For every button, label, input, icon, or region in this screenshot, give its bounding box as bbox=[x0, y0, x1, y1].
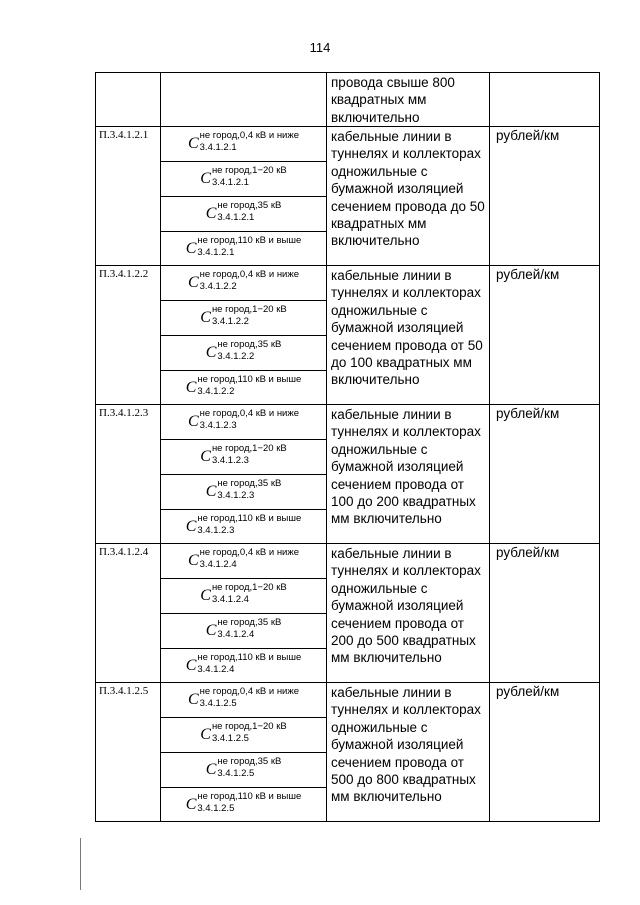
rate-symbol-subcell bbox=[161, 718, 326, 753]
table-row bbox=[96, 544, 600, 683]
rate-symbol-subscript: 3.4.1.2.2 bbox=[197, 385, 235, 397]
rate-symbol bbox=[185, 651, 302, 675]
rate-symbol bbox=[205, 339, 282, 362]
rate-symbol-superscript: не город,110 кВ и выше bbox=[197, 651, 302, 663]
rate-symbol bbox=[200, 582, 287, 605]
rate-symbol-subscript: 3.4.1.2.4 bbox=[217, 629, 255, 640]
rate-symbol-letter: C bbox=[187, 274, 199, 291]
rate-symbol-superscript: не город,110 кВ и выше bbox=[197, 234, 302, 246]
rate-symbol-letter: C bbox=[205, 205, 217, 222]
rate-symbol-superscript: не город,1−20 кВ bbox=[211, 582, 287, 593]
rate-symbol-subcell bbox=[161, 649, 326, 682]
rate-symbol-letter: C bbox=[187, 552, 199, 569]
rate-symbol-subcell bbox=[161, 336, 326, 371]
rate-symbol-superscript: не город,110 кВ и выше bbox=[197, 373, 302, 385]
rate-symbol-superscript: не город,0,4 кВ и ниже bbox=[199, 408, 300, 419]
rate-symbol bbox=[205, 756, 282, 779]
rate-symbol-subcell bbox=[161, 753, 326, 788]
rate-symbol bbox=[200, 304, 287, 327]
rate-symbol-letter: C bbox=[187, 691, 199, 708]
description-cell: кабельные линии в туннелях и коллекторах одножильные с бумажной изоляцией сечением провода от 200 до 500 квадратных мм включительно bbox=[327, 544, 490, 682]
rate-symbol bbox=[185, 512, 302, 536]
rate-symbol-subcell bbox=[161, 614, 326, 649]
rate-symbol bbox=[205, 617, 282, 640]
rate-symbol-letter: C bbox=[187, 135, 199, 152]
table-row bbox=[96, 127, 600, 266]
rate-symbol-letter: C bbox=[200, 309, 211, 326]
rate-symbol bbox=[187, 408, 300, 431]
rate-symbol-letter: C bbox=[185, 517, 197, 535]
rate-symbol-superscript: не город,0,4 кВ и ниже bbox=[199, 686, 300, 697]
rate-symbol bbox=[200, 443, 287, 466]
rate-symbol bbox=[205, 200, 282, 223]
rate-symbol-superscript: не город,0,4 кВ и ниже bbox=[199, 547, 300, 558]
rate-symbol-subscript: 3.4.1.2.5 bbox=[211, 733, 249, 744]
rate-symbol-subscript: 3.4.1.2.2 bbox=[199, 281, 237, 292]
rate-symbol-subcell bbox=[161, 475, 326, 510]
unit-cell bbox=[490, 73, 600, 126]
rate-symbol-subcell bbox=[161, 162, 326, 197]
rate-symbol-subcell bbox=[161, 197, 326, 232]
rate-symbol-superscript: не город,35 кВ bbox=[217, 617, 282, 628]
rate-symbol-superscript: не город,35 кВ bbox=[217, 339, 282, 350]
table-row-continuation bbox=[96, 73, 600, 127]
rate-symbol-subcell bbox=[161, 405, 326, 440]
rate-symbol-letter: C bbox=[187, 413, 199, 430]
rate-symbol-superscript: не город,1−20 кВ bbox=[211, 304, 287, 315]
symbol-cell bbox=[161, 544, 327, 682]
rate-symbol-letter: C bbox=[185, 239, 197, 257]
rate-symbol bbox=[185, 790, 302, 814]
code-cell: П.3.4.1.2.2 bbox=[96, 266, 161, 404]
rate-symbol bbox=[187, 269, 300, 292]
rate-symbol-superscript: не город,1−20 кВ bbox=[211, 443, 287, 454]
rate-symbol-subscript: 3.4.1.2.3 bbox=[199, 420, 237, 431]
rate-symbol-letter: C bbox=[200, 587, 211, 604]
code-cell: П.3.4.1.2.3 bbox=[96, 405, 161, 543]
rate-symbol-subcell bbox=[161, 440, 326, 475]
rate-symbol-superscript: не город,1−20 кВ bbox=[211, 165, 287, 176]
rate-symbol-letter: C bbox=[185, 795, 197, 813]
rate-symbol bbox=[187, 547, 300, 570]
rate-symbol-letter: C bbox=[200, 170, 211, 187]
rate-symbol-subscript: 3.4.1.2.3 bbox=[197, 524, 235, 536]
rate-symbol-subscript: 3.4.1.2.1 bbox=[199, 142, 237, 153]
unit-cell: рублей/км bbox=[490, 544, 600, 682]
rate-symbol-subscript: 3.4.1.2.4 bbox=[199, 559, 237, 570]
code-cell: П.3.4.1.2.5 bbox=[96, 683, 161, 821]
unit-cell: рублей/км bbox=[490, 405, 600, 543]
rate-symbol-subcell bbox=[161, 232, 326, 265]
description-cell: провода свыше 800 квадратных мм включительно bbox=[327, 73, 490, 126]
rate-symbol-superscript: не город,35 кВ bbox=[217, 200, 282, 211]
code-cell: П.3.4.1.2.1 bbox=[96, 127, 161, 265]
rate-symbol-superscript: не город,110 кВ и выше bbox=[197, 512, 302, 524]
rate-symbol-letter: C bbox=[200, 448, 211, 465]
rate-symbol-superscript: не город,0,4 кВ и ниже bbox=[199, 130, 300, 141]
description-cell: кабельные линии в туннелях и коллекторах одножильные с бумажной изоляцией сечением провода до 50 квадратных мм включительно bbox=[327, 127, 490, 265]
description-cell: кабельные линии в туннелях и коллекторах одножильные с бумажной изоляцией сечением провода от 500 до 800 квадратных мм включительно bbox=[327, 683, 490, 821]
rate-symbol-subscript: 3.4.1.2.2 bbox=[217, 351, 255, 362]
rates-table bbox=[95, 72, 600, 822]
margin-line bbox=[80, 838, 81, 890]
rate-symbol-superscript: не город,35 кВ bbox=[217, 478, 282, 489]
rate-symbol-subcell bbox=[161, 579, 326, 614]
rate-symbol-superscript: не город,110 кВ и выше bbox=[197, 790, 302, 802]
rate-symbol-subcell bbox=[161, 544, 326, 579]
rate-symbol bbox=[187, 130, 300, 153]
description-cell: кабельные линии в туннелях и коллекторах одножильные с бумажной изоляцией сечением провода от 100 до 200 квадратных мм включительно bbox=[327, 405, 490, 543]
table-row bbox=[96, 683, 600, 822]
symbol-cell bbox=[161, 127, 327, 265]
rate-symbol bbox=[187, 686, 300, 709]
rate-symbol bbox=[200, 165, 287, 188]
unit-cell: рублей/км bbox=[490, 683, 600, 821]
rate-symbol-subcell bbox=[161, 371, 326, 404]
code-cell bbox=[96, 73, 161, 126]
rate-symbol-superscript: не город,1−20 кВ bbox=[211, 721, 287, 732]
rate-symbol-letter: C bbox=[205, 761, 217, 778]
rate-symbol-superscript: не город,35 кВ bbox=[217, 756, 282, 767]
rate-symbol-letter: C bbox=[185, 656, 197, 674]
rate-symbol-subscript: 3.4.1.2.2 bbox=[211, 316, 249, 327]
table-row bbox=[96, 405, 600, 544]
rate-symbol-subscript: 3.4.1.2.3 bbox=[217, 490, 255, 501]
rate-symbol-letter: C bbox=[185, 378, 197, 396]
rate-symbol-subcell bbox=[161, 266, 326, 301]
rate-symbol-subcell bbox=[161, 683, 326, 718]
description-cell: кабельные линии в туннелях и коллекторах одножильные с бумажной изоляцией сечением провода от 50 до 100 квадратных мм включительно bbox=[327, 266, 490, 404]
page-number: 114 bbox=[309, 40, 331, 55]
symbol-cell bbox=[161, 266, 327, 404]
rate-symbol-letter: C bbox=[205, 344, 217, 361]
rate-symbol-letter: C bbox=[205, 483, 217, 500]
rate-symbol-subcell bbox=[161, 510, 326, 543]
rate-symbol-subscript: 3.4.1.2.1 bbox=[197, 246, 235, 258]
code-cell: П.3.4.1.2.4 bbox=[96, 544, 161, 682]
rate-symbol-subscript: 3.4.1.2.5 bbox=[197, 802, 235, 814]
symbol-cell bbox=[161, 73, 327, 126]
rate-symbol-letter: C bbox=[205, 622, 217, 639]
rate-symbol bbox=[185, 234, 302, 258]
unit-cell: рублей/км bbox=[490, 266, 600, 404]
rate-symbol bbox=[205, 478, 282, 501]
rate-symbol bbox=[185, 373, 302, 397]
unit-cell: рублей/км bbox=[490, 127, 600, 265]
rate-symbol-subcell bbox=[161, 127, 326, 162]
table-row bbox=[96, 266, 600, 405]
rate-symbol-subcell bbox=[161, 788, 326, 821]
symbol-cell bbox=[161, 683, 327, 821]
rate-symbol-subscript: 3.4.1.2.1 bbox=[211, 177, 249, 188]
rate-symbol-subscript: 3.4.1.2.4 bbox=[197, 663, 235, 675]
rate-symbol-subscript: 3.4.1.2.5 bbox=[199, 698, 237, 709]
rate-symbol-subscript: 3.4.1.2.3 bbox=[211, 455, 249, 466]
rate-symbol-superscript: не город,0,4 кВ и ниже bbox=[199, 269, 300, 280]
symbol-cell bbox=[161, 405, 327, 543]
rate-symbol bbox=[200, 721, 287, 744]
rate-symbol-subscript: 3.4.1.2.1 bbox=[217, 212, 255, 223]
rate-symbol-subscript: 3.4.1.2.5 bbox=[217, 768, 255, 779]
rate-symbol-letter: C bbox=[200, 726, 211, 743]
rate-symbol-subcell bbox=[161, 301, 326, 336]
rate-symbol-subscript: 3.4.1.2.4 bbox=[211, 594, 249, 605]
